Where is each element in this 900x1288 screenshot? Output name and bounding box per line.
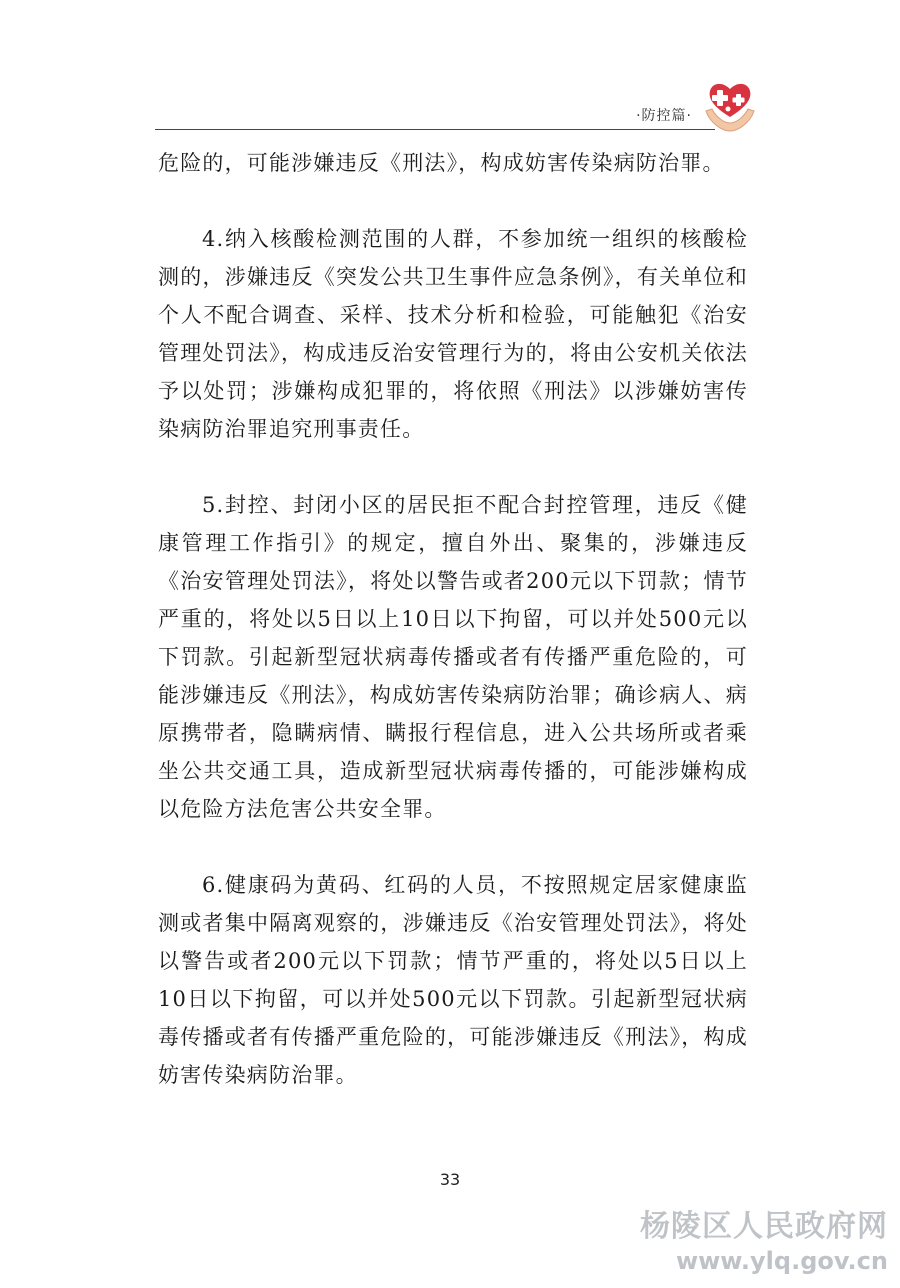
paragraph-item-4: 4.纳入核酸检测范围的人群，不参加统一组织的核酸检测的，涉嫌违反《突发公共卫生事件应急条例》，有关单位和个人不配合调查、采样、技术分析和检验，可能触犯《治安管理处罚法》，构成违反治安管理行为的，将由公安机关依法予以处罚；涉嫌构成犯罪的，将依照《刑法》以涉嫌妨害传染病防治罪追究刑事责任。 (158, 227, 748, 441)
paragraph-item-6: 6.健康码为黄码、红码的人员，不按照规定居家健康监测或者集中隔离观察的，涉嫌违反《治安管理处罚法》，将处以警告或者200元以下罚款；情节严重的，将处以5日以上10日以下拘留，可以并处500元以下罚款。引起新型冠状病毒传播或者有传播严重危险的，可能涉嫌违反《刑法》，构成妨害传染病防治罪。 (158, 873, 748, 1087)
heart-hands-icon (700, 77, 760, 133)
body-text (158, 144, 748, 1132)
page-number: 33 (439, 1170, 461, 1189)
paragraph-item-5: 5.封控、封闭小区的居民拒不配合封控管理，违反《健康管理工作指引》的规定，擅自外出、聚集的，涉嫌违反《治安管理处罚法》，将处以警告或者200元以下罚款；情节严重的，将处以5日以上10日以下拘留，可以并处500元以下罚款。引起新型冠状病毒传播或者有传播严重危险的，可能涉嫌违反《刑法》，构成妨害传染病防治罪；确诊病人、病原携带者，隐瞒病情、瞒报行程信息，进入公共场所或者乘坐公共交通工具，造成新型冠状病毒传播的，可能涉嫌构成以危险方法危害公共安全罪。 (158, 493, 748, 821)
watermark (640, 1208, 888, 1276)
watermark-name: 杨陵区人民政府网 (640, 1209, 888, 1244)
page-header (155, 95, 760, 135)
paragraph-continuation: 危险的，可能涉嫌违反《刑法》，构成妨害传染病防治罪。 (158, 151, 725, 175)
section-label: ·防控篇· (636, 108, 692, 124)
watermark-url: www.ylq.gov.cn (675, 1247, 888, 1275)
header-rule (155, 129, 715, 130)
